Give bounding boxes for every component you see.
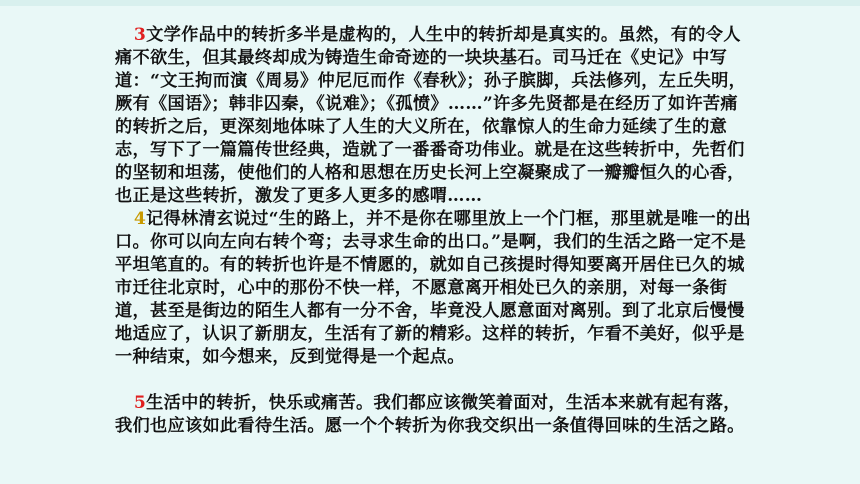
document-body bbox=[115, 24, 755, 438]
paragraph-text-3: 文学作品中的转折多半是虚构的，人生中的转折却是真实的。虽然，有的令人痛不欲生，但其最终却成为铸造生命奇迹的一块块基石。司马迁在《史记》中写道：“文王拘而演《周易》仲尼厄而作《春秋》；孙子膑脚，兵法修列，左丘失明，厥有《国语》；韩非囚秦，《说难》；《孤愤》……”许多先贤都是在经历了如许苦痛的转折之后，更深刻地体味了人生的大义所在，依靠惊人的生命力延续了生的意志，写下了一篇篇传世经典，造就了一番番奇功伟业。就是在这些转折中，先哲们的坚韧和坦荡，使他们的人格和思想在历史长河上空凝聚成了一瓣瓣恒久的心香，也正是这些转折，激发了更多人更多的感喟…… bbox=[115, 25, 747, 206]
paragraph-number-5: 5 bbox=[133, 393, 147, 413]
paragraph-gap bbox=[115, 369, 755, 392]
paragraph-text-4: 记得林清玄说过“生的路上，并不是你在哪里放上一个门框，那里就是唯一的出口。你可以向左向右转个弯；去寻求生命的出口。”是啊，我们的生活之路一定不是平坦笔直的。有的转折也许是不情愿的，就如自己孩提时得知要离开居住已久的城市迁往北京时，心中的那份不快一样，不愿意离开相处已久的亲朋，对每一条街道，甚至是街边的陌生人都有一分不舍，毕竟没人愿意面对离别。到了北京后慢慢地适应了，认识了新朋友，生活有了新的精彩。这样的转折，乍看不美好，似乎是一种结束，如今想来，反到觉得是一个起点。 bbox=[115, 209, 751, 367]
paragraph-3 bbox=[115, 24, 755, 208]
paragraph-number-4: 4 bbox=[133, 209, 147, 229]
top-accent-bar bbox=[0, 0, 860, 6]
paragraph-number-3: 3 bbox=[133, 25, 147, 45]
paragraph-5 bbox=[115, 392, 755, 438]
paragraph-4 bbox=[115, 208, 755, 369]
paragraph-text-5: 生活中的转折，快乐或痛苦。我们都应该微笑着面对，生活本来就有起有落，我们也应该如此看待生活。愿一个个转折为你我交织出一条值得回味的生活之路。 bbox=[115, 393, 745, 436]
